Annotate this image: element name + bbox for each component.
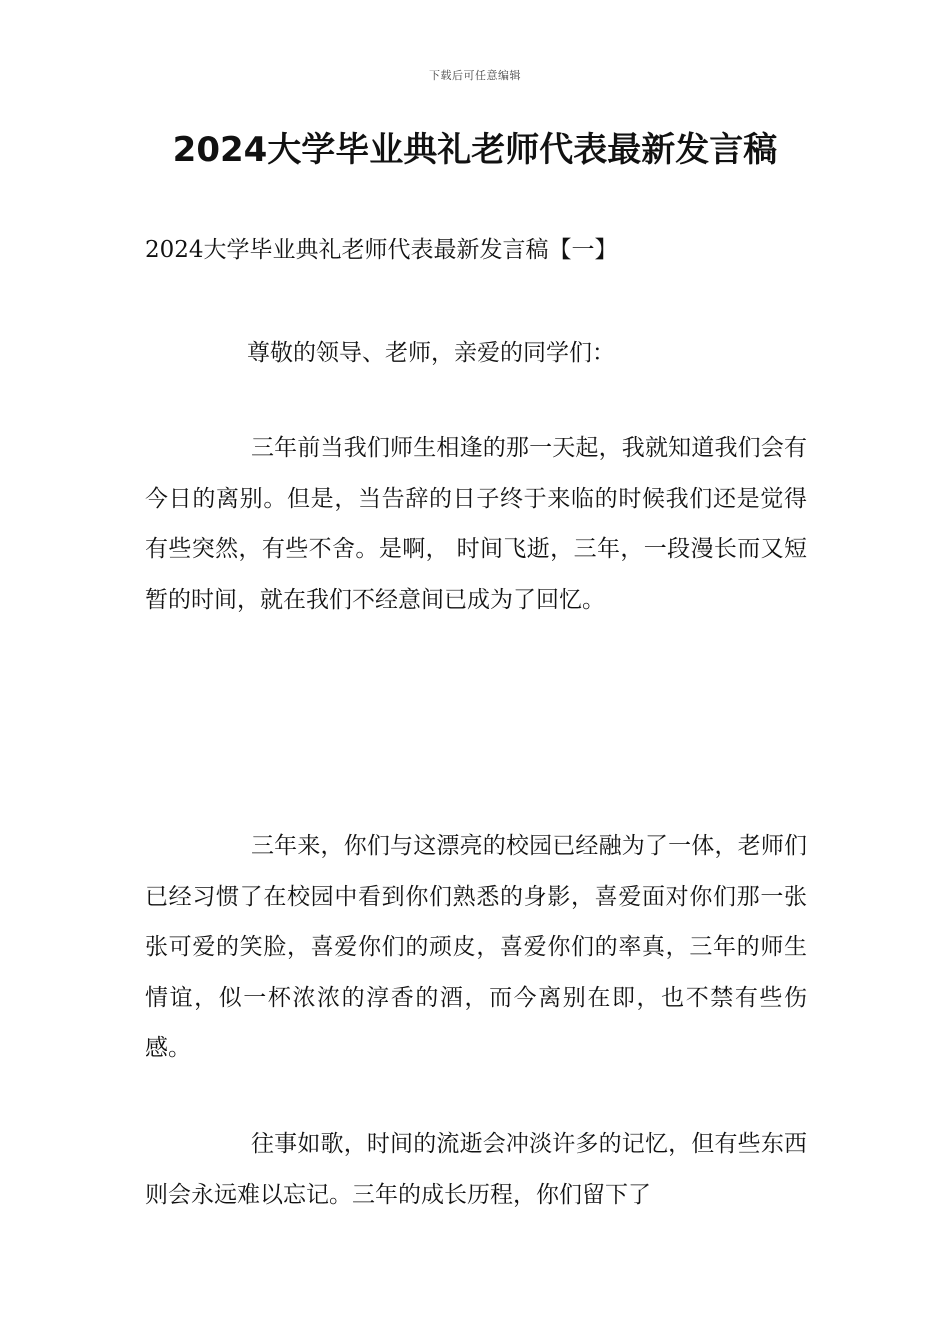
greeting-line: 尊敬的领导、老师，亲爱的同学们：: [247, 340, 615, 366]
section-heading: 2024大学毕业典礼老师代表最新发言稿【一】: [145, 237, 618, 263]
body-paragraph: 三年来，你们与这漂亮的校园已经融为了一体，老师们已经习惯了在校园中看到你们熟悉的身影，喜爱面对你们那一张张可爱的笑脸，喜爱你们的顽皮，喜爱你们的率真，三年的师生情谊，似一杯浓浓的淳香的酒，而今离别在即，也不禁有些伤感。: [145, 833, 807, 1061]
body-paragraph: 往事如歌，时间的流逝会冲淡许多的记忆，但有些东西则会永远难以忘记。三年的成长历程，你们留下了: [145, 1131, 807, 1208]
document-title: 2024大学毕业典礼老师代表最新发言稿: [172, 130, 778, 170]
header-note: 下载后可任意编辑: [429, 69, 521, 82]
body-paragraph: 三年前当我们师生相逢的那一天起，我就知道我们会有今日的离别。但是，当告辞的日子终于来临的时候我们还是觉得有些突然，有些不舍。是啊， 时间飞逝，三年，一段漫长而又短暂的时间，就在我们不经意间已成为了回忆。: [145, 435, 807, 613]
